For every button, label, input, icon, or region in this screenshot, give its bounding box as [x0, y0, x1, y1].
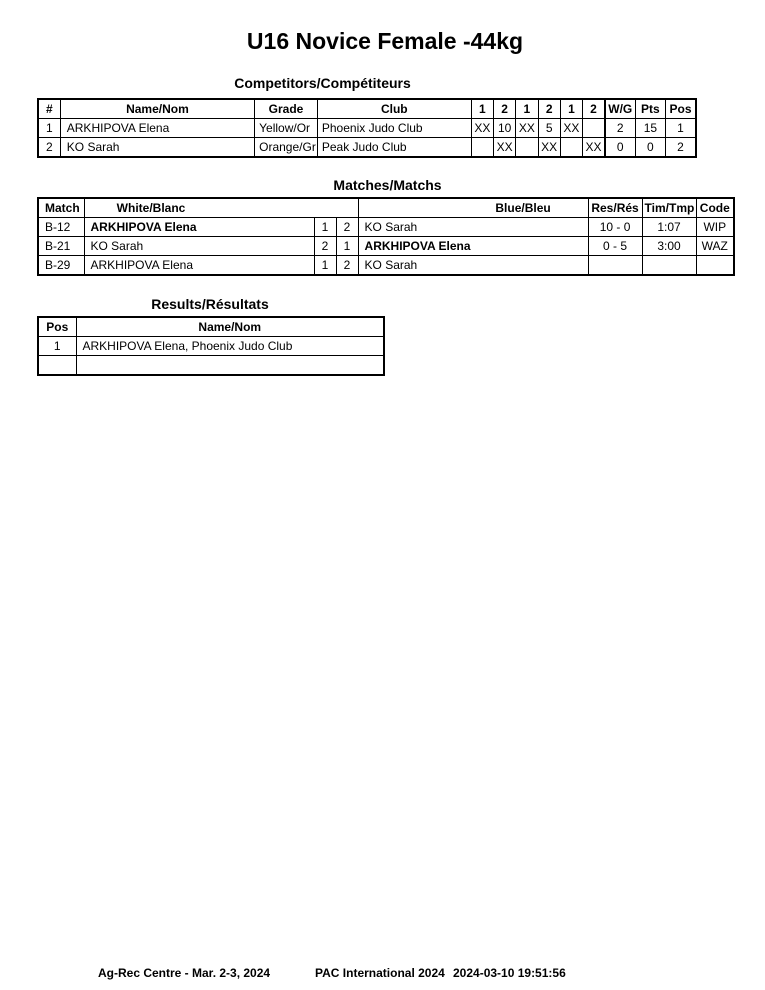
table-row [38, 138, 696, 158]
table-row [38, 119, 696, 138]
match-id: B-12 [38, 218, 84, 237]
score-cell [471, 138, 493, 158]
col-code-header: Code [696, 198, 734, 218]
col-score-header: 1 [471, 99, 493, 119]
table-row [38, 356, 384, 376]
score-cell: XX [471, 119, 493, 138]
match-code: WAZ [696, 237, 734, 256]
col-pts-header: Pts [635, 99, 665, 119]
col-grade-header: Grade [255, 99, 318, 119]
col-score-header: 1 [560, 99, 582, 119]
col-blue-header [358, 198, 588, 218]
competitor-wins: 2 [605, 119, 635, 138]
competitor-position: 2 [666, 138, 696, 158]
competitors-heading: Competitors/Compétiteurs [234, 75, 411, 91]
blue-header-label: Blue/Bleu [495, 201, 551, 215]
white-header-label: White/Blanc [116, 201, 186, 215]
match-result: 10 - 0 [588, 218, 642, 237]
competitors-table [37, 98, 697, 158]
footer-venue: Ag-Rec Centre - Mar. 2-3, 2024 [98, 966, 271, 980]
col-result-name-header: Name/Nom [76, 317, 384, 337]
competitor-number: 1 [38, 119, 60, 138]
score-cell: XX [583, 138, 605, 158]
white-number: 2 [314, 237, 336, 256]
col-score-header: 2 [494, 99, 516, 119]
score-cell: XX [538, 138, 560, 158]
table-row [38, 237, 734, 256]
white-number: 1 [314, 256, 336, 276]
score-cell: XX [560, 119, 582, 138]
col-match-header: Match [38, 198, 84, 218]
results-table [37, 316, 385, 376]
table-row [38, 218, 734, 237]
match-time: 3:00 [642, 237, 696, 256]
score-cell: XX [494, 138, 516, 158]
match-time [642, 256, 696, 276]
match-id: B-21 [38, 237, 84, 256]
col-name-header: Name/Nom [60, 99, 254, 119]
result-name: ARKHIPOVA Elena, Phoenix Judo Club [76, 337, 384, 356]
white-competitor: ARKHIPOVA Elena [84, 218, 314, 237]
blue-competitor: KO Sarah [358, 256, 588, 276]
table-row [38, 256, 734, 276]
competitors-header-row [38, 99, 696, 119]
col-club-header: Club [317, 99, 471, 119]
competitor-points: 15 [635, 119, 665, 138]
match-time: 1:07 [642, 218, 696, 237]
competitor-wins: 0 [605, 138, 635, 158]
blue-competitor: ARKHIPOVA Elena [358, 237, 588, 256]
match-result [588, 256, 642, 276]
footer-event: PAC International 2024 [315, 966, 445, 980]
col-number-header: # [38, 99, 60, 119]
match-code: WIP [696, 218, 734, 237]
col-time-header: Tim/Tmp [642, 198, 696, 218]
result-position [38, 356, 76, 376]
results-header-row [38, 317, 384, 337]
blue-competitor: KO Sarah [358, 218, 588, 237]
table-row [38, 337, 384, 356]
page-title: U16 Novice Female -44kg [246, 28, 524, 54]
col-result-header: Res/Rés [588, 198, 642, 218]
score-cell: 10 [494, 119, 516, 138]
match-id: B-29 [38, 256, 84, 276]
score-cell [560, 138, 582, 158]
col-wg-header: W/G [605, 99, 635, 119]
col-score-header: 2 [583, 99, 605, 119]
competitor-position: 1 [666, 119, 696, 138]
matches-header-row [38, 198, 734, 218]
results-heading: Results/Résultats [151, 296, 269, 312]
matches-table [37, 197, 735, 276]
blue-number: 1 [336, 237, 358, 256]
competitor-grade: Orange/Gr [255, 138, 318, 158]
result-position: 1 [38, 337, 76, 356]
competitor-grade: Yellow/Or [255, 119, 318, 138]
competitor-club: Phoenix Judo Club [317, 119, 471, 138]
white-competitor: KO Sarah [84, 237, 314, 256]
competitor-name: ARKHIPOVA Elena [60, 119, 254, 138]
col-pos-header: Pos [666, 99, 696, 119]
competitor-points: 0 [635, 138, 665, 158]
col-result-pos-header: Pos [38, 317, 76, 337]
competitor-club: Peak Judo Club [317, 138, 471, 158]
score-cell: 5 [538, 119, 560, 138]
col-white-header [84, 198, 358, 218]
score-cell: XX [516, 119, 538, 138]
white-competitor: ARKHIPOVA Elena [84, 256, 314, 276]
competitor-name: KO Sarah [60, 138, 254, 158]
blue-number: 2 [336, 256, 358, 276]
result-name [76, 356, 384, 376]
match-code [696, 256, 734, 276]
white-number: 1 [314, 218, 336, 237]
col-score-header: 1 [516, 99, 538, 119]
blue-number: 2 [336, 218, 358, 237]
score-cell [583, 119, 605, 138]
competitor-number: 2 [38, 138, 60, 158]
footer-timestamp: 2024-03-10 19:51:56 [453, 966, 566, 980]
matches-heading: Matches/Matchs [333, 177, 442, 193]
col-score-header: 2 [538, 99, 560, 119]
match-result: 0 - 5 [588, 237, 642, 256]
score-cell [516, 138, 538, 158]
